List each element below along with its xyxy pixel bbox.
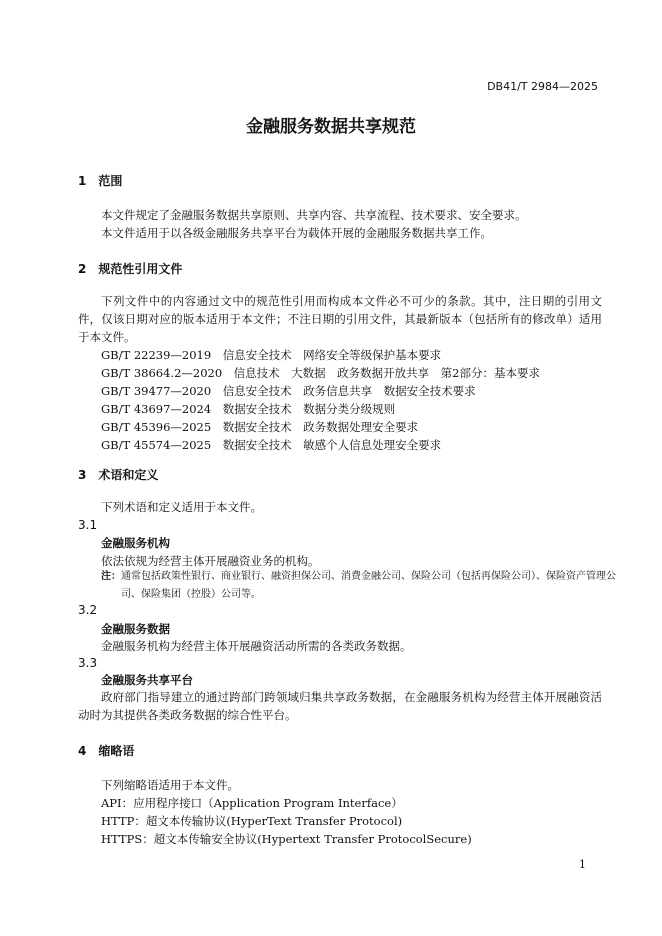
section-title: 范围 xyxy=(98,174,123,188)
reference-item: GB/T 22239—2019 信息安全技术 网络安全等级保护基本要求 xyxy=(101,348,442,362)
section-2-heading xyxy=(78,260,182,277)
reference-item: GB/T 38664.2—2020 信息技术 大数据 政务数据开放共享 第2部分：基本要求 xyxy=(101,366,540,380)
page-title: 金融服务数据共享规范 xyxy=(246,117,416,137)
section-4-heading xyxy=(78,742,134,759)
term-number: 3.2 xyxy=(78,603,98,617)
paragraph: 下列术语和定义适用于本文件。 xyxy=(101,500,262,514)
term-number: 3.3 xyxy=(78,656,98,670)
note-text: 通常包括政策性银行、商业银行、融资担保公司、消费金融公司、保险公司（包括再保险公司）、保险资产管理公司、保险集团（控股）公司等。 xyxy=(121,571,616,600)
section-number: 2 xyxy=(78,262,87,276)
term-definition: 政府部门指导建立的通过跨部门跨领域归集共享政务数据，在金融服务机构为经营主体开展融资活动时为其提供各类政务数据的综合性平台。 xyxy=(78,690,602,722)
section-title: 缩略语 xyxy=(98,744,135,758)
paragraph: 下列缩略语适用于本文件。 xyxy=(101,778,239,792)
paragraph: 本文件规定了金融服务数据共享原则、共享内容、共享流程、技术要求、安全要求。 xyxy=(101,208,527,222)
section-number: 3 xyxy=(78,468,87,482)
page-number: 1 xyxy=(579,858,586,871)
term-number: 3.1 xyxy=(78,518,98,532)
section-3-heading xyxy=(78,466,158,483)
term-name: 金融服务机构 xyxy=(101,536,170,550)
reference-item: GB/T 39477—2020 信息安全技术 政务信息共享 数据安全技术要求 xyxy=(101,384,476,398)
abbreviation-item: API：应用程序接口（Application Program Interface） xyxy=(101,796,403,810)
note-label: 注： xyxy=(101,571,121,582)
term-definition: 金融服务机构为经营主体开展融资活动所需的各类政务数据。 xyxy=(101,639,412,653)
section-title: 规范性引用文件 xyxy=(98,262,183,276)
reference-item: GB/T 43697—2024 数据安全技术 数据分类分级规则 xyxy=(101,402,396,416)
abbreviation-item: HTTPS：超文本传输安全协议(Hypertext Transfer ProtocolSecure) xyxy=(101,832,472,846)
section-number: 1 xyxy=(78,174,87,188)
term-name: 金融服务共享平台 xyxy=(101,673,193,687)
term-note xyxy=(101,568,621,604)
section-title: 术语和定义 xyxy=(98,468,159,482)
paragraph: 本文件适用于以各级金融服务共享平台为载体开展的金融服务数据共享工作。 xyxy=(101,226,492,240)
term-name: 金融服务数据 xyxy=(101,622,170,636)
reference-item: GB/T 45396—2025 数据安全技术 政务数据处理安全要求 xyxy=(101,420,419,434)
reference-item: GB/T 45574—2025 数据安全技术 敏感个人信息处理安全要求 xyxy=(101,438,442,452)
section-number: 4 xyxy=(78,744,87,758)
abbreviation-item: HTTP：超文本传输协议(HyperText Transfer Protocol) xyxy=(101,814,403,828)
paragraph: 下列文件中的内容通过文中的规范性引用而构成本文件必不可少的条款。其中，注日期的引用文件，仅该日期对应的版本适用于本文件；不注日期的引用文件，其最新版本（包括所有的修改单）适用于本文件。 xyxy=(78,294,602,344)
document-number: DB41/T 2984—2025 xyxy=(487,80,598,93)
section-1-heading xyxy=(78,172,122,189)
term-definition: 依法依规为经营主体开展融资业务的机构。 xyxy=(101,554,320,568)
